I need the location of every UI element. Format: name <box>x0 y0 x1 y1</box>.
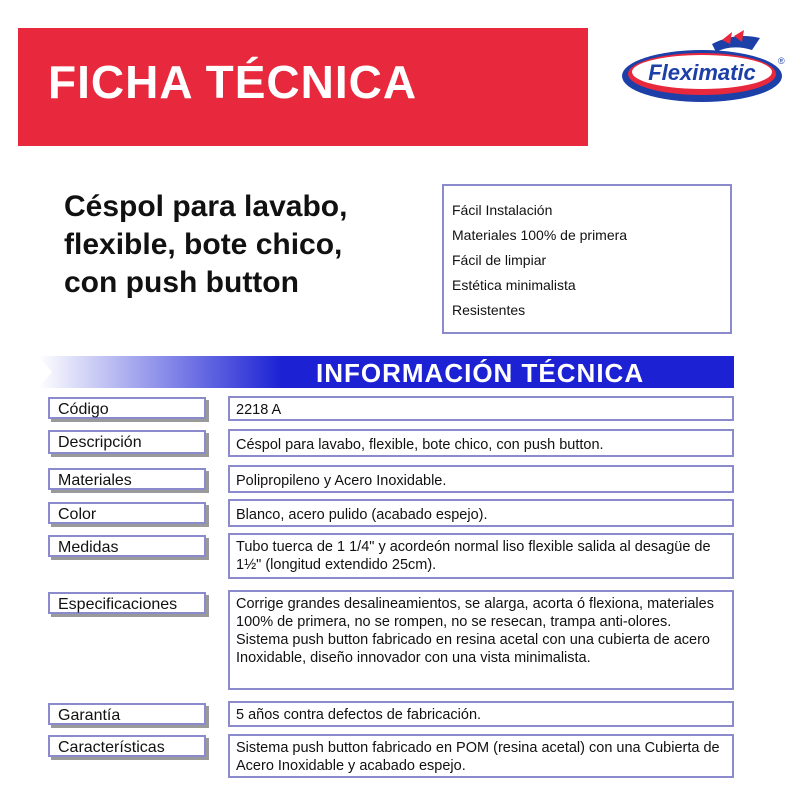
product-title <box>64 188 424 302</box>
spec-value-caracteristicas: Sistema push button fabricado en POM (resina acetal) con una Cubierta de Acero Inoxidable y acabado espejo. <box>228 734 734 778</box>
feature-item: Fácil de limpiar <box>452 252 547 268</box>
spec-value-materiales: Polipropileno y Acero Inoxidable. <box>228 465 734 493</box>
spec-value-descripcion: Céspol para lavabo, flexible, bote chico, con push button. <box>228 429 734 457</box>
page-title: FICHA TÉCNICA <box>48 56 418 108</box>
feature-item: Materiales 100% de primera <box>452 227 628 243</box>
feature-item: Fácil Instalación <box>452 202 553 218</box>
spec-label-caracteristicas: Características <box>48 735 206 757</box>
spec-value-garantia: 5 años contra defectos de fabricación. <box>228 701 734 727</box>
spec-label-medidas: Medidas <box>48 535 206 557</box>
spec-value-color: Blanco, acero pulido (acabado espejo). <box>228 499 734 527</box>
spec-label-descripcion: Descripción <box>48 430 206 454</box>
spec-label-especificaciones: Especificaciones <box>48 592 206 614</box>
features-box <box>442 184 732 334</box>
feature-item: Estética minimalista <box>452 277 576 293</box>
feature-item: Resistentes <box>452 302 526 318</box>
spec-label-codigo: Código <box>48 397 206 419</box>
spec-value-codigo: 2218 A <box>228 396 734 421</box>
spec-label-materiales: Materiales <box>48 468 206 490</box>
logo-registered-mark: ® <box>778 56 785 66</box>
fleximatic-logo <box>620 30 790 108</box>
spec-label-garantia: Garantía <box>48 703 206 725</box>
section-title: INFORMACIÓN TÉCNICA <box>316 358 645 388</box>
logo-text: Fleximatic <box>648 60 756 85</box>
spec-label-color: Color <box>48 502 206 524</box>
spec-value-especificaciones: Corrige grandes desalineamientos, se alarga, acorta ó flexiona, materiales 100% de primera, no se rompen, no se resecan, trampa anti-olores. Sistema push button fabricado en resina acetal con una cubierta de acero Inoxidable, diseño innovador con una vista minimalista. <box>228 590 734 690</box>
logo-swoosh-icon <box>712 30 760 52</box>
product-title-line: Céspol para lavabo, <box>64 190 348 223</box>
product-title-line: flexible, bote chico, <box>64 228 343 261</box>
product-title-line: con push button <box>64 266 299 299</box>
spec-value-medidas: Tubo tuerca de 1 1/4" y acordeón normal liso flexible salida al desagüe de 1½" (longitud extendido 25cm). <box>228 533 734 579</box>
